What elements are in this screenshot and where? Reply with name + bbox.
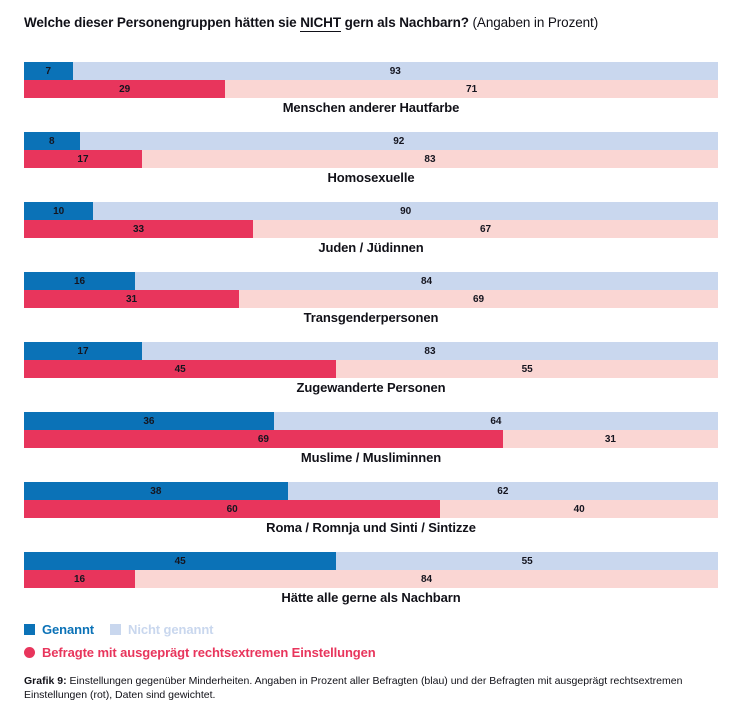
genannt-segment-value: 45: [174, 363, 186, 375]
nicht-genannt-segment-value: 83: [424, 153, 436, 165]
bar-row-all-befragte: [24, 62, 718, 80]
genannt-segment-value: 45: [174, 555, 186, 567]
legend-label-nicht-genannt: Nicht genannt: [128, 622, 214, 637]
genannt-segment: [24, 570, 135, 588]
bar-row-rechtsextrem: [24, 360, 718, 378]
title-nicht-underlined: NICHT: [300, 15, 341, 30]
nicht-genannt-segment-value: 62: [497, 485, 509, 497]
bar-row-all-befragte: [24, 272, 718, 290]
bar-row-all-befragte: [24, 482, 718, 500]
nicht-genannt-swatch-icon: [110, 624, 121, 635]
genannt-segment-value: 38: [150, 485, 162, 497]
nicht-genannt-segment-value: 71: [466, 83, 478, 95]
genannt-segment-value: 7: [45, 65, 52, 77]
figure-caption: [24, 675, 718, 702]
bar-row-all-befragte: [24, 552, 718, 570]
bar-row-rechtsextrem: [24, 80, 718, 98]
genannt-segment: [24, 500, 440, 518]
nicht-genannt-segment: [336, 552, 718, 570]
genannt-swatch-icon: [24, 624, 35, 635]
nicht-genannt-segment: [336, 360, 718, 378]
title-subtitle: (Angaben in Prozent): [468, 15, 599, 30]
legend-label-befragte: Befragte mit ausgeprägt rechtsextremen Einstellungen: [42, 645, 376, 660]
genannt-segment-value: 17: [77, 345, 89, 357]
genannt-segment-value: 33: [132, 223, 145, 235]
bar-group: [24, 272, 718, 326]
nicht-genannt-segment: [93, 202, 718, 220]
nicht-genannt-segment-value: 90: [400, 205, 412, 217]
nicht-genannt-segment: [239, 290, 718, 308]
nicht-genannt-segment-value: 55: [521, 363, 533, 375]
genannt-segment-value: 29: [119, 83, 131, 95]
genannt-segment: [24, 272, 135, 290]
genannt-segment: [24, 412, 274, 430]
nicht-genannt-segment-value: 31: [604, 433, 616, 445]
group-label: Zugewanderte Personen: [296, 380, 446, 395]
genannt-segment-value: 16: [73, 573, 86, 585]
genannt-segment-value: 8: [48, 135, 55, 147]
nicht-genannt-segment-value: 69: [472, 293, 485, 305]
nicht-genannt-segment: [253, 220, 718, 238]
nicht-genannt-segment: [225, 80, 718, 98]
genannt-segment-value: 10: [53, 205, 65, 217]
bar-group: [24, 342, 718, 396]
group-label: Juden / Jüdinnen: [318, 240, 424, 255]
genannt-segment-value: 60: [226, 503, 238, 515]
nicht-genannt-segment: [80, 132, 718, 150]
nicht-genannt-segment-value: 92: [393, 135, 405, 147]
group-label: Homosexuelle: [327, 170, 415, 185]
genannt-segment-value: 69: [257, 433, 269, 445]
genannt-segment: [24, 62, 73, 80]
caption-text: Einstellungen gegenüber Minderheiten. Angaben in Prozent aller Befragten (blau) und der Befragten mit ausgeprägt rechtsextremen Einstellungen (rot), Daten sind gewichtet.: [24, 675, 683, 701]
bar-group: [24, 62, 718, 116]
group-label: Transgenderpersonen: [303, 310, 439, 325]
bar-row-rechtsextrem: [24, 150, 718, 168]
nicht-genannt-segment: [503, 430, 718, 448]
genannt-segment: [24, 430, 503, 448]
nicht-genannt-segment-value: 55: [521, 555, 533, 567]
bar-row-all-befragte: [24, 412, 718, 430]
bar-group: [24, 412, 718, 466]
genannt-segment: [24, 482, 288, 500]
genannt-segment: [24, 202, 93, 220]
genannt-segment: [24, 80, 225, 98]
befragte-dot-icon: [24, 647, 35, 658]
nicht-genannt-segment: [288, 482, 718, 500]
nicht-genannt-segment: [274, 412, 718, 430]
bar-row-rechtsextrem: [24, 220, 718, 238]
genannt-segment: [24, 360, 336, 378]
nicht-genannt-segment-value: 84: [420, 573, 433, 585]
nicht-genannt-segment-value: 40: [573, 503, 585, 515]
bar-group: [24, 132, 718, 186]
bar-group: [24, 552, 718, 606]
genannt-segment: [24, 342, 142, 360]
title-main: Welche dieser Personengruppen hätten sie NICHT gern als Nachbarn?: [24, 15, 469, 30]
bar-row-rechtsextrem: [24, 290, 718, 308]
genannt-segment: [24, 290, 239, 308]
group-label: Roma / Romnja und Sinti / Sintizze: [266, 520, 476, 535]
genannt-segment-value: 17: [77, 153, 89, 165]
nicht-genannt-segment-value: 67: [479, 223, 492, 235]
nicht-genannt-segment: [135, 570, 718, 588]
genannt-segment: [24, 132, 80, 150]
nicht-genannt-segment-value: 83: [424, 345, 436, 357]
bar-row-rechtsextrem: [24, 500, 718, 518]
nicht-genannt-segment: [135, 272, 718, 290]
nicht-genannt-segment-value: 93: [389, 65, 401, 77]
genannt-segment: [24, 552, 336, 570]
genannt-segment: [24, 220, 253, 238]
group-label: Menschen anderer Hautfarbe: [282, 100, 460, 115]
bar-chart-area: [24, 62, 718, 606]
nicht-genannt-segment-value: 64: [490, 415, 502, 427]
genannt-segment-value: 16: [73, 275, 86, 287]
bar-row-all-befragte: [24, 342, 718, 360]
nicht-genannt-segment: [440, 500, 718, 518]
bar-group: [24, 202, 718, 256]
legend-label-genannt: Genannt: [42, 622, 95, 637]
bar-group: [24, 482, 718, 536]
genannt-segment-value: 36: [143, 415, 155, 427]
group-label: Muslime / Musliminnen: [300, 450, 442, 465]
group-label: Hätte alle gerne als Nachbarn: [281, 590, 461, 605]
nicht-genannt-segment-value: 84: [420, 275, 433, 287]
bar-row-rechtsextrem: [24, 430, 718, 448]
legend-row-blue: [24, 622, 718, 637]
legend-row-red: [24, 645, 718, 660]
nicht-genannt-segment: [73, 62, 718, 80]
genannt-segment: [24, 150, 142, 168]
genannt-segment-value: 31: [126, 293, 138, 305]
bar-row-rechtsextrem: [24, 570, 718, 588]
chart-legend: [24, 622, 718, 660]
caption-number: Grafik 9:: [24, 675, 67, 687]
nicht-genannt-segment: [142, 150, 718, 168]
chart-title: [24, 14, 718, 32]
bar-row-all-befragte: [24, 132, 718, 150]
bar-row-all-befragte: [24, 202, 718, 220]
nicht-genannt-segment: [142, 342, 718, 360]
